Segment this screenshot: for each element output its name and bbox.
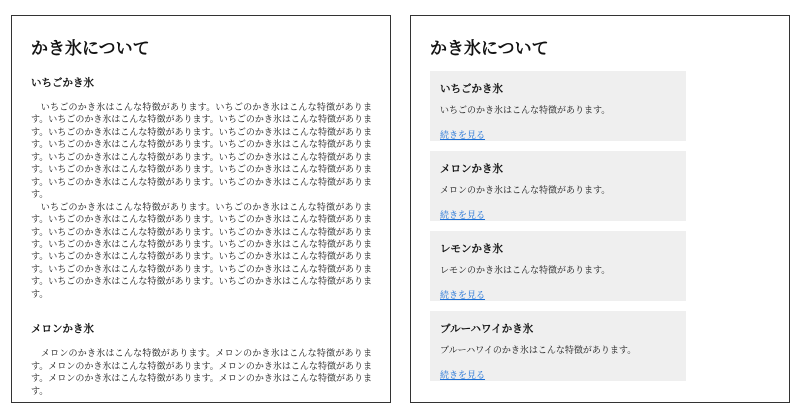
- section-paragraph: いちごのかき氷はこんな特徴があります。いちごのかき氷はこんな特徴があります。いちごのかき氷はこんな特徴があります。いちごのかき氷はこんな特徴があります。いちごのかき氷はこんな特徴があります。いちごのかき氷はこんな特徴があります。いちごのかき氷はこんな特徴があります。いちごのかき氷はこんな特徴があります。いちごのかき氷はこんな特徴があります。いちごのかき氷はこんな特徴があります。いちごのかき氷はこんな特徴があります。いちごのかき氷はこんな特徴があります。いちごのかき氷はこんな特徴があります。いちごのかき氷はこんな特徴があります。: [31, 202, 372, 300]
- card-melon: [430, 151, 686, 221]
- section-heading: メロンかき氷: [31, 323, 94, 336]
- card-lead: メロンのかき氷はこんな特徴があります。: [440, 186, 611, 196]
- page-title: かき氷について: [31, 39, 150, 59]
- read-more-link[interactable]: 続きを見る: [440, 291, 486, 301]
- article-section-strawberry: [31, 76, 372, 301]
- page-title: かき氷について: [430, 39, 549, 59]
- long-article-panel: [11, 15, 391, 403]
- card-heading: いちごかき氷: [440, 83, 503, 95]
- read-more-link[interactable]: 続きを見る: [440, 371, 486, 381]
- card-heading: ブルーハワイかき氷: [440, 323, 534, 335]
- section-paragraph: いちごのかき氷はこんな特徴があります。いちごのかき氷はこんな特徴があります。いちごのかき氷はこんな特徴があります。いちごのかき氷はこんな特徴があります。いちごのかき氷はこんな特徴があります。いちごのかき氷はこんな特徴があります。いちごのかき氷はこんな特徴があります。いちごのかき氷はこんな特徴があります。いちごのかき氷はこんな特徴があります。いちごのかき氷はこんな特徴があります。いちごのかき氷はこんな特徴があります。いちごのかき氷はこんな特徴があります。いちごのかき氷はこんな特徴があります。いちごのかき氷はこんな特徴があります。: [31, 103, 372, 201]
- read-more-link[interactable]: 続きを見る: [440, 131, 486, 141]
- card-strawberry: [430, 71, 686, 141]
- card-lead: いちごのかき氷はこんな特徴があります。: [440, 106, 611, 116]
- card-lemon: [430, 231, 686, 301]
- section-paragraph: メロンのかき氷はこんな特徴があります。メロンのかき氷はこんな特徴があります。メロンのかき氷はこんな特徴があります。メロンのかき氷はこんな特徴があります。メロンのかき氷はこんな特徴があります。メロンのかき氷はこんな特徴があります。: [31, 349, 372, 397]
- card-blue-hawaii: [430, 311, 686, 381]
- card-heading: レモンかき氷: [440, 243, 503, 255]
- card-lead: レモンのかき氷はこんな特徴があります。: [440, 266, 611, 276]
- card-list-panel: [410, 15, 790, 403]
- card-heading: メロンかき氷: [440, 163, 503, 175]
- read-more-link[interactable]: 続きを見る: [440, 211, 486, 221]
- article-section-melon: [31, 322, 372, 398]
- card-lead: ブルーハワイのかき氷はこんな特徴があります。: [440, 346, 637, 356]
- section-heading: いちごかき氷: [31, 77, 94, 89]
